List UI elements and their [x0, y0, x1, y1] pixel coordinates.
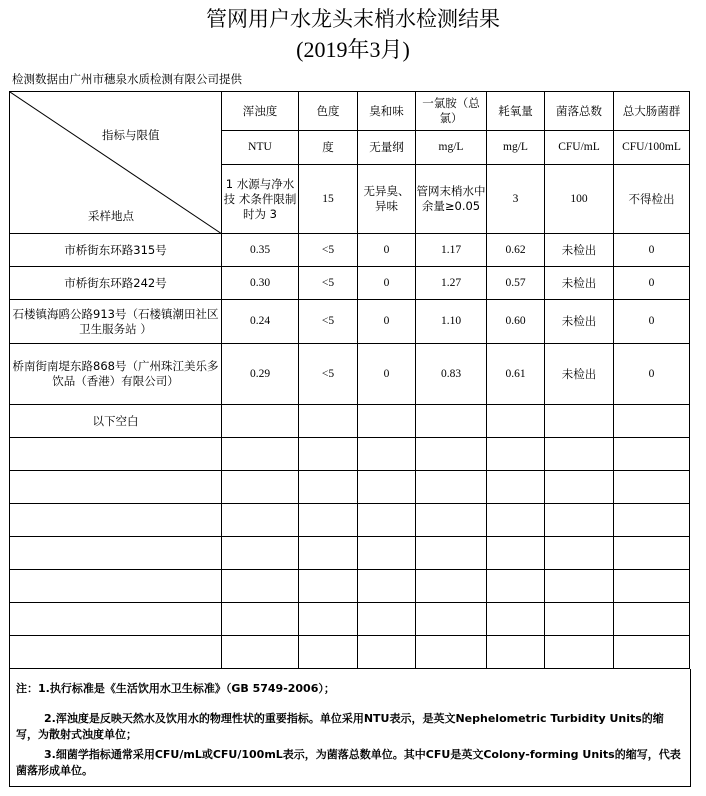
page-title: 管网用户水龙头末梢水检测结果: [206, 7, 500, 31]
value-cell: 0: [614, 267, 690, 300]
site-cell: 市桥街东环路315号: [10, 234, 222, 267]
table-row: [10, 344, 690, 405]
value-cell: 0.60: [487, 300, 545, 344]
site-cell: 桥南街南堤东路868号（广州珠江美乐多饮品（香港）有限公司）: [10, 344, 222, 405]
value-cell: 0.30: [222, 267, 299, 300]
value-cell: 0.57: [487, 267, 545, 300]
col-limit: 1 水源与净水技 术条件限制时为 3: [222, 165, 299, 234]
col-name: 浑浊度: [222, 92, 299, 131]
col-name: 菌落总数: [545, 92, 614, 131]
value-cell: 未检出: [545, 267, 614, 300]
col-unit: mg/L: [416, 131, 487, 165]
value-cell: 0: [614, 234, 690, 267]
col-limit: 3: [487, 165, 545, 234]
blank-row: [10, 636, 690, 669]
blank-row: [10, 570, 690, 603]
value-cell: 未检出: [545, 234, 614, 267]
indicator-label: 指标与限值: [102, 128, 160, 142]
blank-row: [10, 405, 690, 438]
value-cell: 1.17: [416, 234, 487, 267]
value-cell: 0: [358, 344, 416, 405]
col-unit: CFU/100mL: [614, 131, 690, 165]
col-unit: 无量纲: [358, 131, 416, 165]
col-name: 一氯胺（总氯）: [416, 92, 487, 131]
note-2: 2.浑浊度是反映天然水及饮用水的物理性状的重要指标。单位采用NTU表示，是英文Nephelometric Turbidity Units的缩写，为散射式浊度单位；: [16, 712, 664, 741]
value-cell: 0: [358, 267, 416, 300]
data-source-note: 检测数据由广州市穗泉水质检测有限公司提供: [12, 72, 242, 86]
value-cell: <5: [299, 234, 358, 267]
value-cell: 0: [358, 234, 416, 267]
value-cell: 未检出: [545, 300, 614, 344]
value-cell: <5: [299, 267, 358, 300]
page-subtitle: (2019年3月): [296, 37, 410, 62]
value-cell: 0.35: [222, 234, 299, 267]
diagonal-header-cell: [10, 92, 222, 234]
notes-section: [9, 669, 691, 787]
blank-row: [10, 438, 690, 471]
value-cell: 0: [614, 300, 690, 344]
col-limit: 15: [299, 165, 358, 234]
value-cell: 0: [358, 300, 416, 344]
col-unit: CFU/mL: [545, 131, 614, 165]
col-limit: 管网末梢水中 余量≥0.05: [416, 165, 487, 234]
site-cell: 石楼镇海鸥公路913号（石楼镇潮田社区卫生服务站 ）: [10, 300, 222, 344]
value-cell: 0.83: [416, 344, 487, 405]
value-cell: <5: [299, 344, 358, 405]
col-name: 色度: [299, 92, 358, 131]
value-cell: 未检出: [545, 344, 614, 405]
value-cell: 0.29: [222, 344, 299, 405]
col-name: 臭和味: [358, 92, 416, 131]
value-cell: 0.61: [487, 344, 545, 405]
value-cell: <5: [299, 300, 358, 344]
table-row: [10, 300, 690, 344]
col-name: 总大肠菌群: [614, 92, 690, 131]
blank-row: [10, 603, 690, 636]
col-name: 耗氧量: [487, 92, 545, 131]
results-table: [9, 91, 690, 669]
note-1: 注：1.执行标准是《生活饮用水卫生标准》（GB 5749-2006）；: [16, 682, 335, 695]
col-limit: 无异臭、异味: [358, 165, 416, 234]
value-cell: 1.27: [416, 267, 487, 300]
value-cell: 0.24: [222, 300, 299, 344]
value-cell: 0.62: [487, 234, 545, 267]
value-cell: 1.10: [416, 300, 487, 344]
col-unit: NTU: [222, 131, 299, 165]
site-label: 采样地点: [88, 209, 134, 223]
value-cell: 0: [614, 344, 690, 405]
table-row: [10, 267, 690, 300]
col-limit: 100: [545, 165, 614, 234]
col-limit: 不得检出: [614, 165, 690, 234]
table-row: [10, 234, 690, 267]
note-3: 3.细菌学指标通常采用CFU/mL或CFU/100mL表示，为菌落总数单位。其中CFU是英文Colony-forming Units的缩写，代表菌落形成单位。: [16, 748, 681, 777]
blank-row: [10, 471, 690, 504]
blank-row-label: 以下空白: [10, 405, 222, 438]
blank-row: [10, 504, 690, 537]
site-cell: 市桥街东环路242号: [10, 267, 222, 300]
blank-row: [10, 537, 690, 570]
col-unit: 度: [299, 131, 358, 165]
col-unit: mg/L: [487, 131, 545, 165]
